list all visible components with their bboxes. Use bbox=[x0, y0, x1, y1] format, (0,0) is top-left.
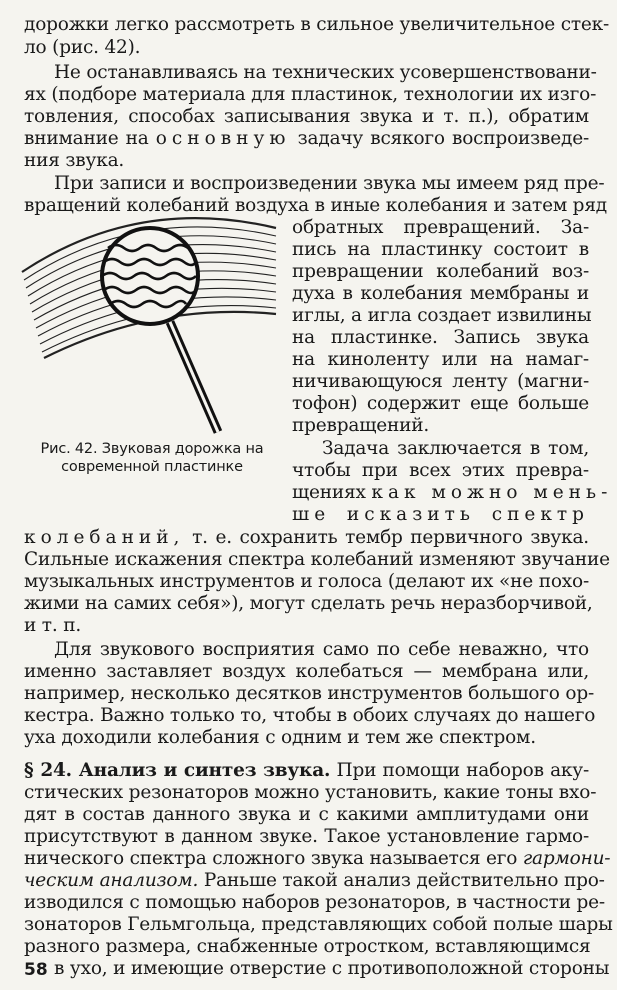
text-line: кестра. Важно только то, чтобы в обоих случаях до нашего bbox=[24, 705, 596, 726]
text-span: При помощи наборов аку- bbox=[336, 760, 589, 781]
text-line: товления, способах записывания звука и т. п.), обратим bbox=[24, 106, 589, 127]
text-line: обратных превращений. За- bbox=[292, 217, 589, 238]
text-line: превращений. bbox=[292, 415, 430, 436]
text-line: в ухо, и имеющие отверстие с противоположной стороны bbox=[54, 958, 610, 979]
spaced-emphasis: как можно мень- bbox=[371, 482, 613, 503]
text-line: на пластинке. Запись звука bbox=[292, 327, 589, 348]
text-line: зонаторов Гельмгольца, представляющих собой полые шары bbox=[24, 914, 613, 935]
italic-term: ческим анализом. bbox=[24, 870, 199, 891]
text-line: и т. п. bbox=[24, 615, 82, 636]
text-line: дят в состав данного звука и с какими амплитудами они bbox=[24, 804, 589, 825]
text-line bbox=[24, 128, 589, 150]
text-line bbox=[292, 482, 613, 504]
text-line: ше исказить спектр bbox=[292, 504, 589, 525]
text-line: Для звукового восприятия само по себе неважно, что bbox=[54, 639, 589, 660]
text-span: щениях bbox=[292, 482, 366, 503]
record-groove-illustration bbox=[18, 200, 278, 435]
text-line: именно заставляет воздух колебаться — мембрана или, bbox=[24, 661, 589, 682]
figure-caption bbox=[18, 440, 286, 476]
text-line: разного размера, снабженные отростком, вставляющимся bbox=[24, 936, 591, 957]
text-line: иглы, а игла создает извилины bbox=[292, 305, 592, 326]
italic-term: гармони- bbox=[522, 848, 611, 869]
section-heading: § 24. Анализ и синтез звука. bbox=[24, 760, 331, 781]
text-line: тофон) содержит еще больше bbox=[292, 393, 589, 414]
text-line: ничивающуюся ленту (магни- bbox=[292, 371, 589, 392]
text-line: изводился с помощью наборов резонаторов, в частности ре- bbox=[24, 892, 605, 913]
text-line: Сильные искажения спектра колебаний изменяют звучание bbox=[24, 549, 610, 570]
text-line: музыкальных инструментов и голоса (делают их «не похо- bbox=[24, 571, 589, 592]
text-line bbox=[24, 527, 589, 549]
spaced-emphasis: колебаний, bbox=[24, 527, 185, 548]
text-line bbox=[24, 870, 605, 892]
text-line: на киноленту или на намаг- bbox=[292, 349, 589, 370]
text-line: присутствуют в данном звуке. Такое установление гармо- bbox=[24, 826, 589, 847]
text-line: пись на пластинку состоит в bbox=[292, 239, 589, 260]
text-line: жими на самих себя»), могут сделать речь неразборчивой, bbox=[24, 593, 593, 614]
text-span: Раньше такой анализ действительно про- bbox=[203, 870, 605, 891]
text-span: т. е. сохранить тембр первичного звука. bbox=[192, 527, 589, 548]
spaced-emphasis: основную bbox=[155, 128, 291, 149]
text-span: задачу всякого воспроизведе- bbox=[297, 128, 589, 149]
text-line: ло (рис. 42). bbox=[24, 37, 141, 58]
section-heading-line bbox=[24, 760, 589, 782]
text-line: например, несколько десятков инструментов большого ор- bbox=[24, 683, 595, 704]
text-line: При записи и воспроизведении звука мы имеем ряд пре- bbox=[54, 173, 605, 194]
text-line: Задача заключается в том, bbox=[322, 438, 589, 459]
text-line: дорожки легко рассмотреть в сильное увеличительное стек- bbox=[24, 14, 610, 35]
caption-line: современной пластинке bbox=[61, 459, 243, 475]
text-line: духа в колебания мембраны и bbox=[292, 283, 589, 304]
text-span: нического спектра сложного звука называется его bbox=[24, 848, 518, 869]
text-line: ях (подборе материала для пластинок, технологии их изго- bbox=[24, 84, 597, 105]
text-line: ния звука. bbox=[24, 150, 125, 171]
text-line: вращений колебаний воздуха в иные колебания и затем ряд bbox=[24, 195, 607, 216]
text-line: стических резонаторов можно установить, какие тоны вхо- bbox=[24, 782, 597, 803]
text-line: уха доходили колебания с одним и тем же спектром. bbox=[24, 727, 536, 748]
text-line: превращении колебаний воз- bbox=[292, 261, 589, 282]
text-line bbox=[24, 848, 611, 870]
text-span: внимание на bbox=[24, 128, 149, 149]
caption-line: Рис. 42. Звуковая дорожка на bbox=[40, 441, 264, 457]
text-line: Не останавливаясь на технических усовершенствовани- bbox=[54, 62, 597, 83]
text-line: чтобы при всех этих превра- bbox=[292, 460, 589, 481]
page-number: 58 bbox=[24, 960, 48, 980]
